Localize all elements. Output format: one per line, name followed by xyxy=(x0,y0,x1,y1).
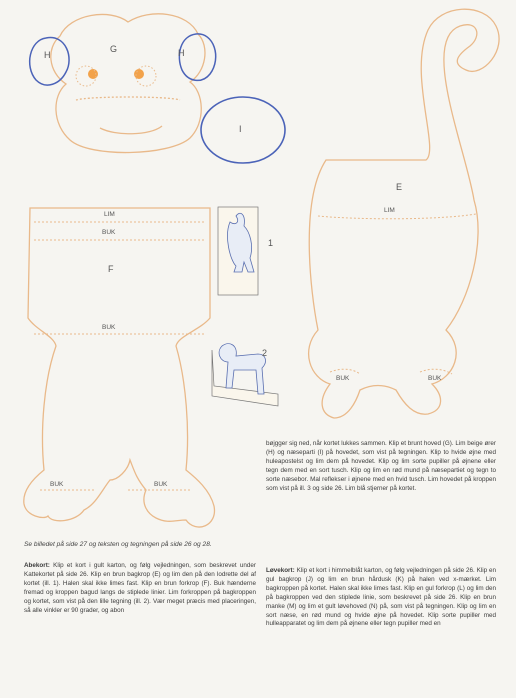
eye-guides xyxy=(76,66,156,86)
eye-left xyxy=(88,69,98,79)
front-body-piece xyxy=(24,208,215,527)
fold-line-e-left xyxy=(330,369,360,374)
belly-piece xyxy=(201,97,285,163)
label-h-left: H xyxy=(44,50,51,60)
label-g: G xyxy=(110,44,118,54)
label-lim-e: LIM xyxy=(384,207,395,214)
monkey-ear-left xyxy=(30,38,69,85)
abekort-body: Klip et kort i gult karton, og følg vejledningen, som beskrevet under Kattekortet på side 26. Klip en brun bagkrop (E) og lim den på den lodrette del af kortet (ill. 1). Halen skal ikke limes fast. Klip en brun forkrop (F). Buk hænderne fremad og kroppen bagud langs de stiplede linier. Lim forkroppen på bagkroppen og kortet, som vist på den lille tegning (ill. 2). Vær meget præcis med placeringen, så alle vinkler er 90 grader, og abon xyxy=(24,562,256,614)
monkey-ear-right xyxy=(179,34,215,81)
fold-line-e xyxy=(318,214,476,219)
figure-caption: Se billedet på side 27 og teksten og tegningen på side 26 og 28. xyxy=(24,541,212,548)
abekort-title: Abekort: xyxy=(24,562,50,569)
label-f: F xyxy=(108,264,114,274)
lowekort-title: Løvekort: xyxy=(266,567,295,574)
label-buk-leg-left: BUK xyxy=(50,481,64,488)
back-body-piece xyxy=(309,9,499,418)
label-buk-e-left: BUK xyxy=(336,375,350,382)
monkey-head-piece xyxy=(51,14,205,153)
fold-line-e-right xyxy=(420,369,452,374)
label-buk-f-top: BUK xyxy=(102,229,116,236)
label-lim-f: LIM xyxy=(104,211,115,218)
fold-lines-f xyxy=(34,222,206,490)
label-i: I xyxy=(239,124,242,134)
continued-body: bøjgger sig ned, når kortet lukkes sammen. Klip et brunt hoved (G). Lim beige ører (H) og næseparti (I) på hovedet, som vist på tegningen. Klip to hvide øjne med huleapostelst og lim dem på hovedet. Klip og lim sorte pupiller på øjnene eller tegn dem med en sort tusch. Klip og lim en rød mund på næsepartiet og tegn to sorte næsebor. Mal reflekser i øjnene med en hvid tusch. Lim hovedet på kroppen som vist på ill. 3 og side 26. Lim blå stjerner på kortet. xyxy=(266,440,496,492)
label-buk-e-right: BUK xyxy=(428,375,442,382)
step-2-illustration xyxy=(212,344,278,406)
label-step-2: 2 xyxy=(262,348,268,358)
lowekort-body: Klip et kort i himmelblåt karton, og følg vejledningen på side 26. Klip en gul bagkrop (J) og lim en brun hårdusk (K) på halen ved x-mærket. Lim bagkroppen på kortet. Halen skal ikke limes fast. Klip en gul forkrop (L) og lim den på bagkroppen ved den stiplede linie, som beskrevet på side 26. Klip en brun manke (M) og lim et gult løvehoved (N) på, som vist på tegningen. Klip og lim en sort næse, en rød mund og hvide øjne på hovedet. Klip sorte pupiller med hulleapparatet og lim dem på øjnene eller tegn pupiller med en xyxy=(266,567,497,628)
eye-right xyxy=(134,69,144,79)
step-1-illustration xyxy=(218,207,258,295)
label-buk-f-mid: BUK xyxy=(102,324,116,331)
label-h-right: H xyxy=(178,48,185,58)
instructions-continued xyxy=(266,440,496,493)
label-step-1: 1 xyxy=(268,238,274,248)
instructions-abekort xyxy=(24,562,256,615)
label-buk-leg-right: BUK xyxy=(154,481,168,488)
instructions-lowekort xyxy=(266,567,496,629)
label-e: E xyxy=(396,182,403,192)
